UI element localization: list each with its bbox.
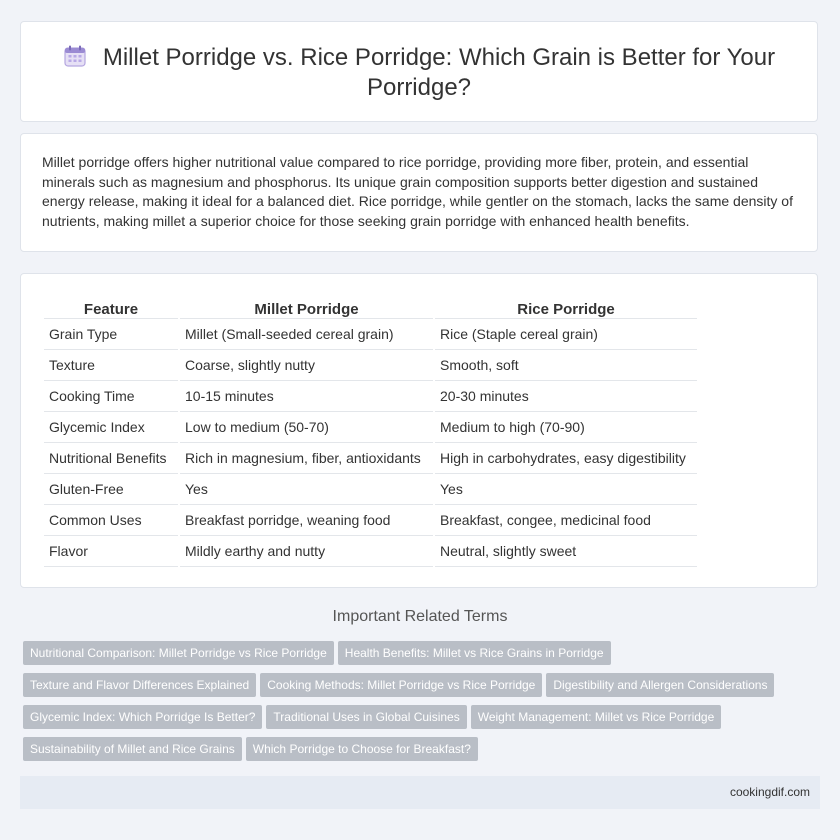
calendar-icon <box>63 44 87 68</box>
millet-cell: 10-15 minutes <box>180 381 433 412</box>
feature-cell: Flavor <box>44 536 178 567</box>
footer-site-link[interactable]: cookingdif.com <box>729 785 810 799</box>
header-card <box>20 21 818 122</box>
millet-cell: Rich in magnesium, fiber, antioxidants <box>180 443 433 474</box>
related-term-tag[interactable]: Texture and Flavor Differences Explained <box>23 673 256 697</box>
rice-cell: Rice (Staple cereal grain) <box>435 319 697 350</box>
table-row <box>44 474 697 505</box>
related-term-tag[interactable]: Traditional Uses in Global Cuisines <box>266 705 466 729</box>
millet-cell: Breakfast porridge, weaning food <box>180 505 433 536</box>
column-header-feature: Feature <box>44 295 178 319</box>
column-header-millet: Millet Porridge <box>180 295 433 319</box>
millet-cell: Millet (Small-seeded cereal grain) <box>180 319 433 350</box>
page-title-text: Millet Porridge vs. Rice Porridge: Which Grain is Better for Your Porridge? <box>102 44 776 101</box>
related-term-tag[interactable]: Weight Management: Millet vs Rice Porridge <box>471 705 722 729</box>
intro-card <box>20 133 818 252</box>
table-row <box>44 505 697 536</box>
rice-cell: Medium to high (70-90) <box>435 412 697 443</box>
related-term-tag[interactable]: Glycemic Index: Which Porridge Is Better? <box>23 705 262 729</box>
millet-cell: Low to medium (50-70) <box>180 412 433 443</box>
millet-cell: Yes <box>180 474 433 505</box>
millet-cell: Coarse, slightly nutty <box>180 350 433 381</box>
related-terms-list <box>23 641 813 769</box>
rice-cell: 20-30 minutes <box>435 381 697 412</box>
table-row <box>44 381 697 412</box>
rice-cell: Smooth, soft <box>435 350 697 381</box>
rice-cell: High in carbohydrates, easy digestibility <box>435 443 697 474</box>
rice-cell: Breakfast, congee, medicinal food <box>435 505 697 536</box>
related-term-tag[interactable]: Which Porridge to Choose for Breakfast? <box>246 737 478 761</box>
footer <box>20 776 820 809</box>
feature-cell: Gluten-Free <box>44 474 178 505</box>
related-term-tag[interactable]: Cooking Methods: Millet Porridge vs Rice Porridge <box>260 673 542 697</box>
related-term-tag[interactable]: Sustainability of Millet and Rice Grains <box>23 737 242 761</box>
intro-paragraph: Millet porridge offers higher nutritional value compared to rice porridge, providing more fiber, protein, and essential minerals such as magnesium and phosphorus. Its unique grain composition supports better digestion and sustained energy release, making it ideal for a balanced diet. Rice porridge, while gentler on the stomach, lacks the same density of nutrients, making millet a superior choice for those seeking grain porridge with enhanced health benefits. <box>42 154 793 229</box>
table-row <box>44 350 697 381</box>
column-header-rice: Rice Porridge <box>435 295 697 319</box>
rice-cell: Yes <box>435 474 697 505</box>
page-title <box>61 43 777 103</box>
feature-cell: Nutritional Benefits <box>44 443 178 474</box>
millet-cell: Mildly earthy and nutty <box>180 536 433 567</box>
table-row <box>44 412 697 443</box>
title-wrap <box>21 43 817 103</box>
rice-cell: Neutral, slightly sweet <box>435 536 697 567</box>
comparison-table <box>42 295 699 567</box>
feature-cell: Cooking Time <box>44 381 178 412</box>
related-term-tag[interactable]: Health Benefits: Millet vs Rice Grains in Porridge <box>338 641 611 665</box>
feature-cell: Common Uses <box>44 505 178 536</box>
feature-cell: Grain Type <box>44 319 178 350</box>
table-row <box>44 443 697 474</box>
table-row <box>44 536 697 567</box>
feature-cell: Texture <box>44 350 178 381</box>
table-row <box>44 319 697 350</box>
related-terms-heading: Important Related Terms <box>332 608 508 625</box>
related-term-tag[interactable]: Nutritional Comparison: Millet Porridge vs Rice Porridge <box>23 641 334 665</box>
table-header-row <box>44 295 697 319</box>
feature-cell: Glycemic Index <box>44 412 178 443</box>
related-term-tag[interactable]: Digestibility and Allergen Considerations <box>546 673 774 697</box>
comparison-card <box>20 273 818 588</box>
